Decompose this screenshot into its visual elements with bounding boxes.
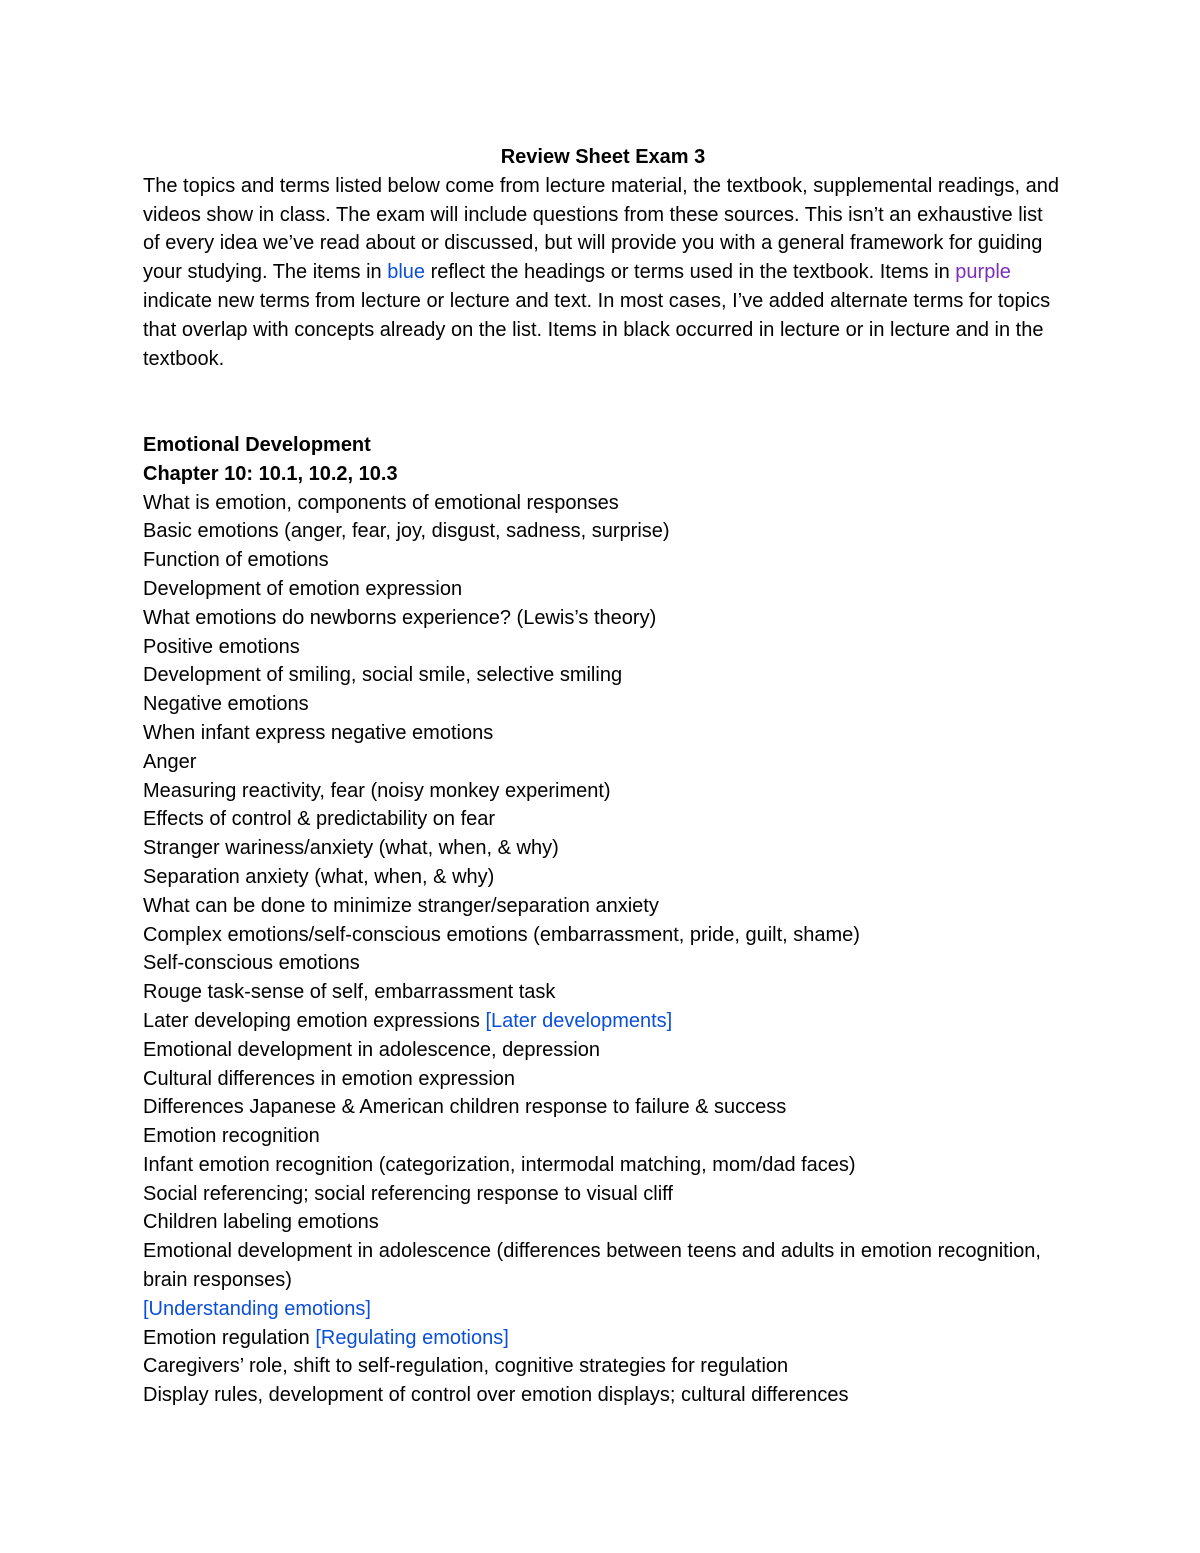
topic-item <box>143 633 1063 662</box>
topic-item <box>143 575 1063 604</box>
topic-item <box>143 1093 1063 1122</box>
topic-text: Emotional development in adolescence, depression <box>143 1038 600 1061</box>
topic-item <box>143 978 1063 1007</box>
textbook-heading-term: [Later developments] <box>485 1009 673 1032</box>
topic-item <box>143 1180 1063 1209</box>
section-title: Emotional Development <box>143 433 371 456</box>
topic-text: Later developing emotion expressions <box>143 1009 486 1032</box>
topic-text: Anger <box>143 750 197 773</box>
topic-text: Caregivers’ role, shift to self-regulation, cognitive strategies for regulation <box>143 1355 789 1378</box>
topic-item <box>143 921 1063 950</box>
topic-text: Measuring reactivity, fear (noisy monkey experiment) <box>143 779 611 802</box>
topic-item <box>143 719 1063 748</box>
topic-text: Stranger wariness/anxiety (what, when, & why) <box>143 837 559 860</box>
topic-text: Effects of control & predictability on fear <box>143 808 496 831</box>
topic-item <box>143 1151 1063 1180</box>
spacer <box>143 373 1063 431</box>
topic-item <box>143 1352 1063 1381</box>
topic-item <box>143 546 1063 575</box>
topic-item <box>143 1007 1063 1036</box>
topic-item <box>143 834 1063 863</box>
topic-item <box>143 949 1063 978</box>
topic-item <box>143 777 1063 806</box>
topic-text: Basic emotions (anger, fear, joy, disgust, sadness, surprise) <box>143 520 670 543</box>
topic-text: Positive emotions <box>143 635 300 658</box>
topic-item <box>143 604 1063 633</box>
topic-item <box>143 1208 1063 1237</box>
topic-list <box>143 489 1063 1411</box>
textbook-heading-term: [Understanding emotions] <box>143 1297 371 1320</box>
topic-text: Development of emotion expression <box>143 577 463 600</box>
topic-item <box>143 1324 1063 1353</box>
topic-item <box>143 863 1063 892</box>
topic-text: Display rules, development of control over emotion displays; cultural differences <box>143 1384 849 1407</box>
topic-text: What is emotion, components of emotional responses <box>143 491 619 514</box>
topic-text: Self-conscious emotions <box>143 952 360 975</box>
intro-text-2: reflect the headings or terms used in the textbook. Items in <box>425 261 956 284</box>
topic-item <box>143 661 1063 690</box>
topic-text: Cultural differences in emotion expression <box>143 1067 516 1090</box>
topic-item <box>143 690 1063 719</box>
topic-text: Negative emotions <box>143 693 309 716</box>
topic-item <box>143 1036 1063 1065</box>
topic-text: When infant express negative emotions <box>143 721 494 744</box>
topic-item <box>143 805 1063 834</box>
topic-item <box>143 1295 1063 1324</box>
topic-text: Differences Japanese & American children response to failure & success <box>143 1096 787 1119</box>
intro-purple-word: purple <box>955 261 1011 284</box>
topic-text: Social referencing; social referencing response to visual cliff <box>143 1182 673 1205</box>
topic-item <box>143 1237 1063 1295</box>
textbook-heading-term: [Regulating emotions] <box>315 1326 509 1349</box>
topic-text: Rouge task-sense of self, embarrassment task <box>143 981 556 1004</box>
intro-text-1: The topics and terms listed below come from lecture material, the textbook, supplemental readings, and videos show in class. The exam will include questions from these sources. This isn’t an exhaustive list of every idea we’ve read about or discussed, but will provide you with a general framework for guiding your studying. The items in <box>143 174 1060 284</box>
chapter-heading: Chapter 10: 10.1, 10.2, 10.3 <box>143 462 398 485</box>
document-title: Review Sheet Exam 3 <box>500 146 706 168</box>
topic-item <box>143 1065 1063 1094</box>
topic-text: Separation anxiety (what, when, & why) <box>143 865 495 888</box>
intro-paragraph <box>143 172 1063 374</box>
topic-text: Emotion regulation <box>143 1326 316 1349</box>
topic-text: What emotions do newborns experience? (Lewis’s theory) <box>143 606 657 629</box>
topic-text: Children labeling emotions <box>143 1211 379 1234</box>
topic-text: What can be done to minimize stranger/separation anxiety <box>143 894 659 917</box>
topic-text: Infant emotion recognition (categorization, intermodal matching, mom/dad faces) <box>143 1153 856 1176</box>
topic-item <box>143 892 1063 921</box>
topic-text: Function of emotions <box>143 549 329 572</box>
topic-item <box>143 1381 1063 1410</box>
topic-item <box>143 748 1063 777</box>
topic-text: Emotional development in adolescence (differences between teens and adults in emotion recognition, brain responses) <box>143 1240 1041 1292</box>
topic-text: Emotion recognition <box>143 1125 320 1148</box>
topic-item <box>143 1122 1063 1151</box>
document-page <box>143 143 1063 1410</box>
topic-text: Development of smiling, social smile, selective smiling <box>143 664 623 687</box>
topic-item <box>143 489 1063 518</box>
topic-text: Complex emotions/self-conscious emotions (embarrassment, pride, guilt, shame) <box>143 923 860 946</box>
topic-item <box>143 517 1063 546</box>
intro-text-3: indicate new terms from lecture or lecture and text. In most cases, I’ve added alternate terms for topics that overlap with concepts already on the list. Items in black occurred in lecture or in lecture and in the textbook. <box>143 289 1051 370</box>
intro-blue-word: blue <box>387 261 426 284</box>
